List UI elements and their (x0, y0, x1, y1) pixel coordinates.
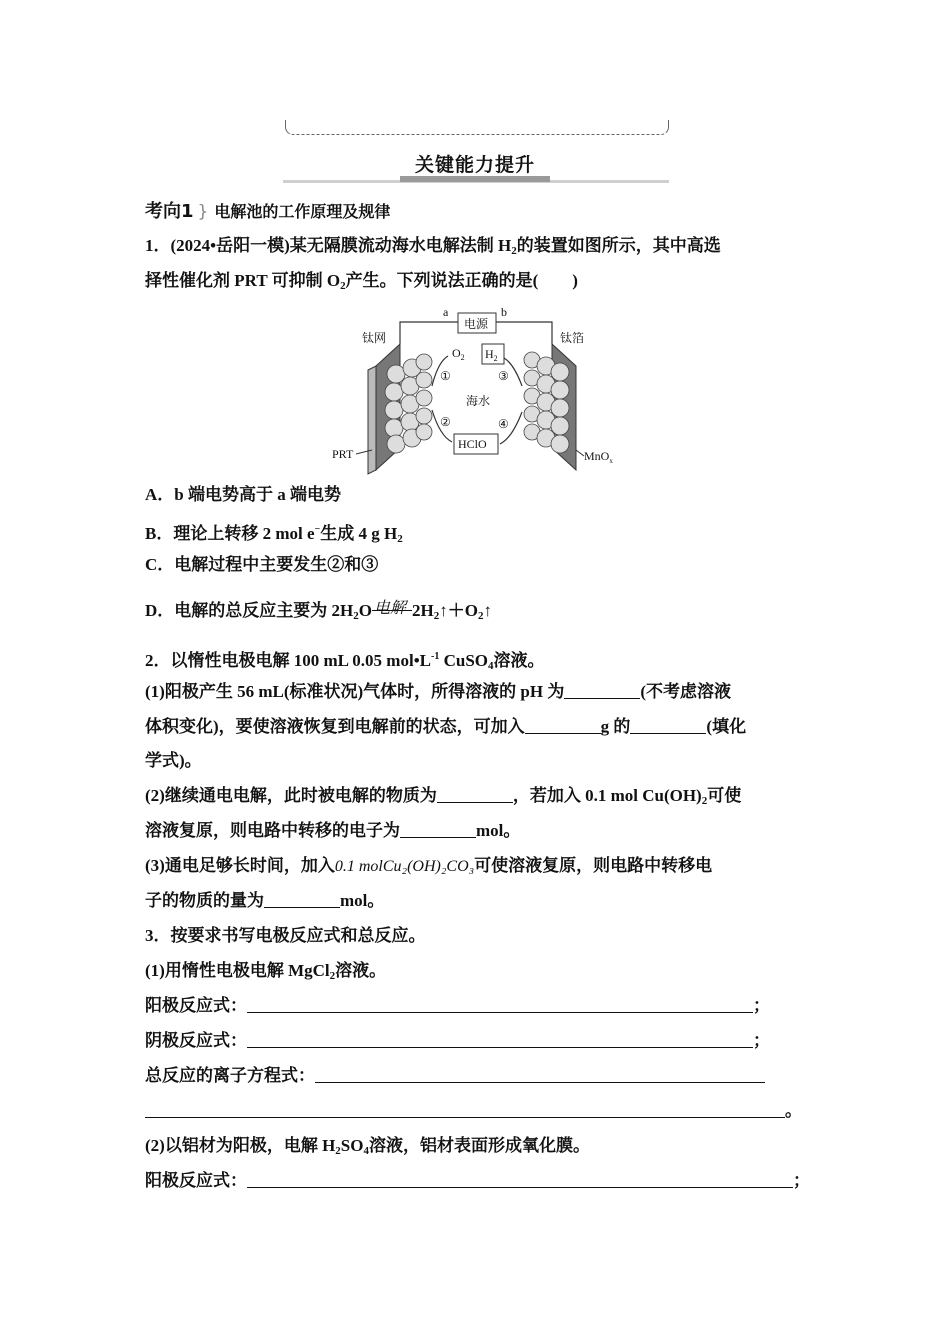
q3-part1: (1)用惰性电极电解 MgCl$_2$溶液。 (145, 961, 387, 982)
q2-part1-line2: 体积变化)，要使溶液恢复到电解前的状态，可加入 g 的 (填化 (145, 717, 747, 736)
titanium-mesh-label: 钛网 (362, 331, 387, 345)
banner-top-border (285, 120, 669, 135)
q3-anode-line: 阳极反应式： ； (145, 996, 770, 1015)
q3-cathode-blank[interactable] (247, 1031, 753, 1048)
electrolysis-condition: 电解 (373, 600, 406, 617)
q3-total-line2: 。 (145, 1100, 802, 1122)
left-electrode-mesh (368, 366, 376, 474)
step-1-label: ① (440, 369, 451, 383)
terminal-a-label: a (443, 305, 449, 319)
hclo-label: HClO (458, 437, 487, 451)
q1-option-d[interactable]: D．电解的总反应主要为 $2H_2O$ 电解 $2H_2↑+O_2↑$ (145, 600, 492, 622)
electrolysis-diagram (328, 300, 628, 476)
q2-part3-formula: 0.1 molCu₂(OH)₂CO₃ (334, 858, 475, 875)
q2-part3-line1: (3)通电足够长时间，加入0.1 molCu₂(OH)₂CO₃可使溶液复原，则电路中转移电 (145, 856, 713, 875)
q1-option-b[interactable]: B．理论上转移 2 mol e−生成 4 g $H_2$ (145, 524, 403, 545)
left-catalyst-spheres (385, 354, 432, 453)
mnox-label: MnO$_x$ (584, 449, 613, 465)
q3-total-blank-2[interactable] (145, 1101, 785, 1118)
step-3-label: ③ (498, 369, 509, 383)
q3-anode2-blank[interactable] (247, 1171, 793, 1188)
h2-label: $H_2$ (485, 347, 498, 363)
titanium-foil-label: 钛箔 (560, 331, 585, 345)
q1-stem-line1: 1．(2024•岳阳一模)某无隔膜流动海水电解法制 $H_2$的装置如图所示，其中高选 (145, 236, 721, 257)
q1-option-a[interactable]: A．b 端电势高于 a 端电势 (145, 485, 341, 504)
right-catalyst-spheres (524, 352, 569, 453)
q2-ph-blank[interactable] (564, 682, 640, 699)
banner-title: 关键能力提升 (414, 154, 535, 176)
q2-stem: 2．以惰性电极电解 100 mL 0.05 $mol•L^{-1}$ CuSO$_4$溶液。 (145, 651, 545, 672)
q3-total-line: 总反应的离子方程式： (145, 1065, 765, 1087)
q2-part1-line1: (1)阳极产生 56 mL(标准状况)气体时，所得溶液的 pH 为 (不考虑溶液 (145, 682, 731, 701)
q2-formula-blank[interactable] (630, 717, 706, 734)
step-2-label: ② (440, 415, 451, 429)
terminal-b-label: b (501, 305, 507, 319)
q3-anode-blank[interactable] (247, 996, 753, 1013)
q3-anode2-line: 阳极反应式： ； (145, 1171, 810, 1190)
q2-part3-line2: 子的物质的量为 mol。 (145, 891, 385, 910)
q3-cathode-line: 阴极反应式： ； (145, 1031, 770, 1050)
q3-stem: 3．按要求书写电极反应式和总反应。 (145, 926, 426, 945)
section-brace-icon: } (197, 202, 209, 222)
seawater-label: 海水 (466, 394, 491, 408)
power-source-label: 电源 (464, 317, 489, 331)
o2-label: $O_2$ (452, 346, 465, 362)
section-title: 电解池的工作原理及规律 (214, 202, 391, 221)
q1-option-c[interactable]: C．电解过程中主要发生②和③ (145, 555, 379, 574)
q2-moles-blank[interactable] (264, 891, 340, 908)
q2-electrolyzed-blank[interactable] (437, 786, 513, 803)
q2-part2-line1: (2)继续通电电解，此时被电解的物质为 ，若加入 0.1 mol $Cu(OH)_2$可使 (145, 786, 742, 807)
q2-mass-blank[interactable] (525, 717, 601, 734)
q3-part2: (2)以铝材为阳极，电解 $H_2SO_4$溶液，铝材表面形成氧化膜。 (145, 1136, 590, 1157)
q3-total-blank[interactable] (315, 1066, 765, 1083)
q2-electrons-blank[interactable] (400, 821, 476, 838)
step-4-label: ④ (498, 417, 509, 431)
section-label: 考向1 (145, 201, 194, 222)
section-heading (145, 197, 390, 223)
prt-label: PRT (332, 447, 354, 461)
q2-part1-line3: 学式)。 (145, 751, 202, 770)
q1-stem-line2: 择性催化剂 PRT 可抑制 $O_2$产生。下列说法正确的是( ) (145, 271, 578, 292)
q2-part2-line2: 溶液复原，则电路中转移的电子为 mol。 (145, 821, 521, 840)
